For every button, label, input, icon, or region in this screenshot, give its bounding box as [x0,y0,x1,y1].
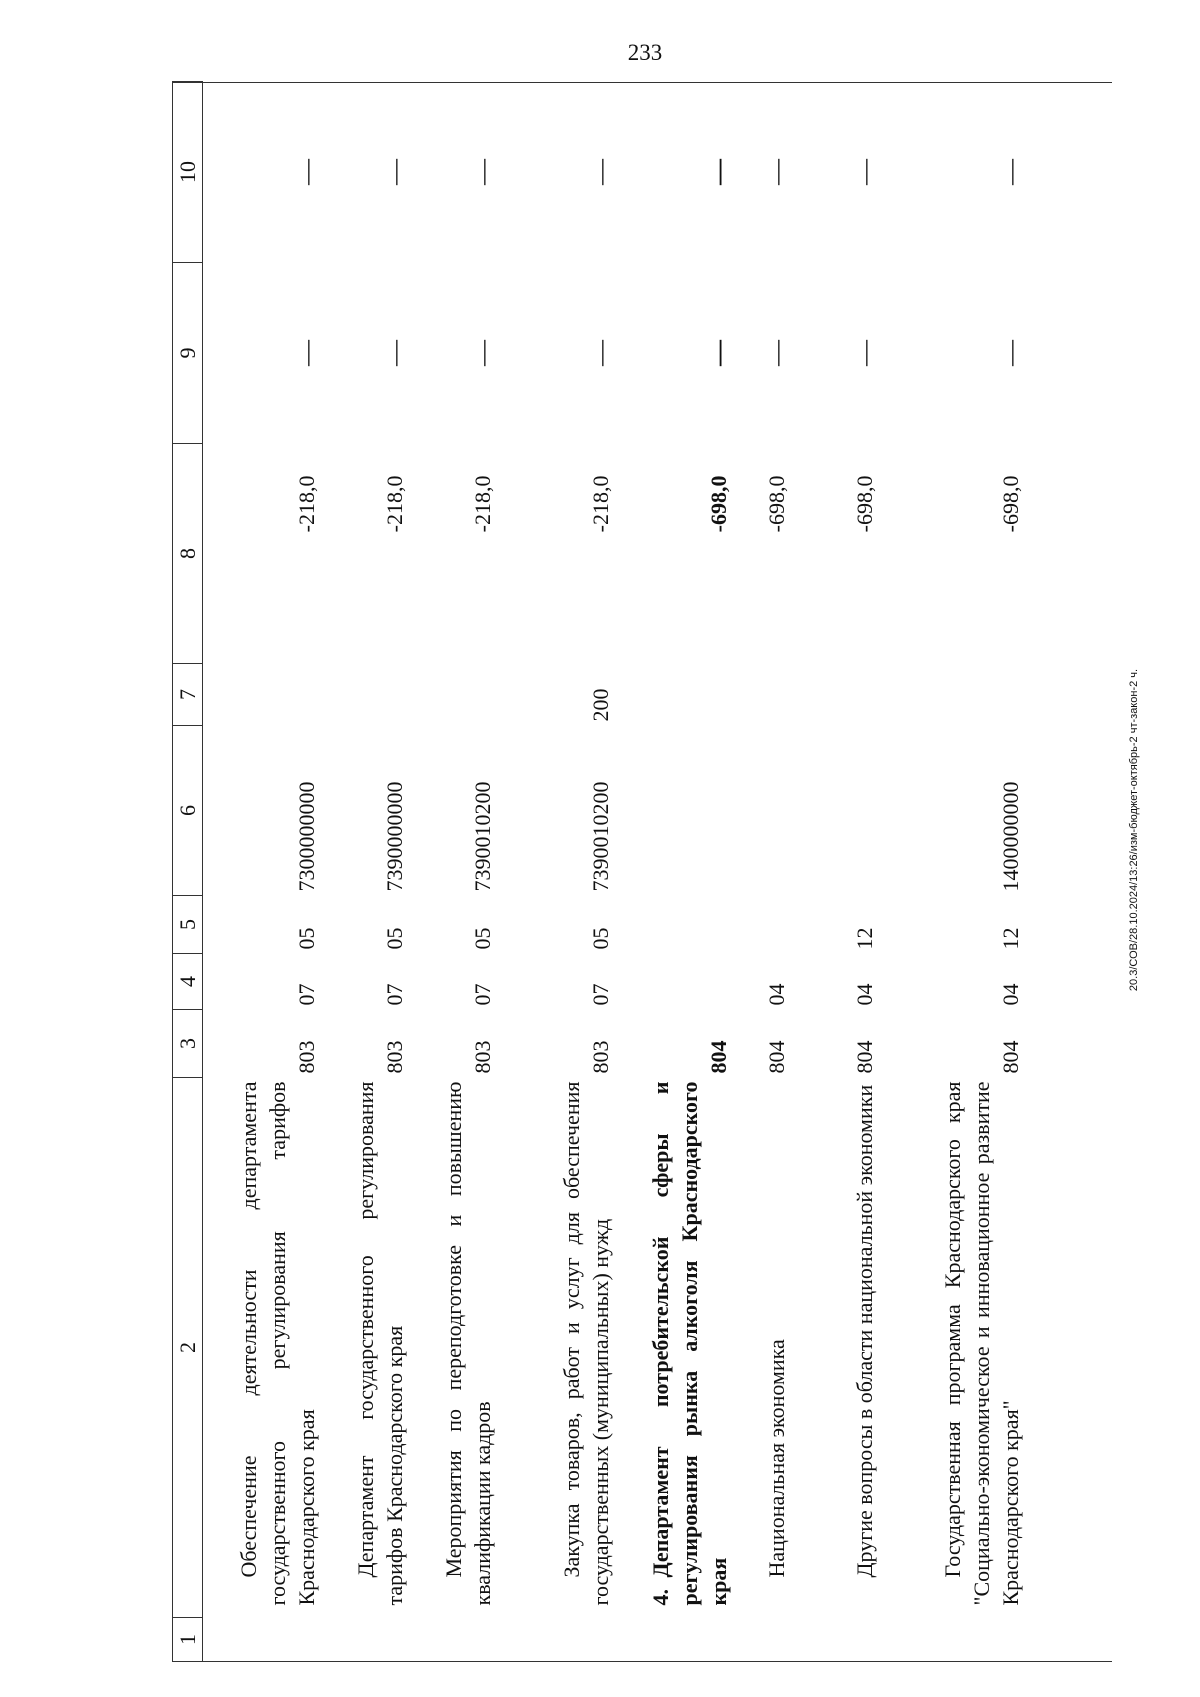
cell-c10: — [379,159,409,185]
header-cell: 10 [173,82,203,263]
cell-c7 [203,664,321,726]
cell-c3: 804 [997,1040,1023,1074]
cell-c5: 05 [469,927,495,950]
row-name: Департамент государственного регулирования тарифов Краснодарского края [352,1081,407,1606]
cell-c4: 07 [381,983,407,1006]
cell-c5: 12 [851,927,877,950]
cell-c5: 05 [293,927,319,950]
cell-c4: 04 [851,983,877,1006]
header-row [173,82,203,1662]
cell-c8: -218,0 [293,475,319,533]
cell-c9: — [379,340,409,366]
cell-c3: 803 [587,1040,613,1074]
cell-c10: — [995,159,1025,185]
budget-table [172,82,1112,1662]
footer [1120,80,1148,1580]
header-cell: 7 [173,664,203,726]
row-name: Государственная программа Краснодарского края "Социально-экономическое и инновационное развитие Краснодарского края" [939,1081,1023,1606]
row-name: Мероприятия по переподготовке и повышению квалификации кадров [440,1081,495,1606]
table-row [733,82,791,1662]
header-cell: 3 [173,1010,203,1078]
cell-c7 [615,664,733,726]
header-cell: 9 [173,263,203,444]
table-row [203,82,321,1662]
cell-c7 [879,664,1025,726]
cell-c7 [321,664,409,726]
cell-c10: — [703,159,733,185]
cell-c9: — [467,340,497,366]
cell-c4: 04 [997,983,1023,1006]
table-row [879,82,1025,1662]
cell-c3: 803 [381,1040,407,1074]
cell-c5: 05 [587,927,613,950]
table-row [321,82,409,1662]
cell-c4: 07 [587,983,613,1006]
cell-c6 [791,726,879,896]
table-row [791,82,879,1662]
row-name: Другие вопросы в области национальной экономики [851,1084,877,1578]
cell-c9: — [585,340,615,366]
header-cell: 8 [173,444,203,664]
cell-c9: — [995,340,1025,366]
cell-c10: — [849,159,879,185]
cell-c8: -698,0 [997,475,1023,533]
table-row [409,82,497,1662]
cell-c8: -218,0 [587,475,613,533]
cell-c4: 07 [293,983,319,1006]
cell-c6 [615,726,733,896]
header-cell: 1 [173,1618,203,1662]
cell-c8: -218,0 [381,475,407,533]
row-name: Национальная экономика [763,1339,789,1578]
cell-c10: — [291,159,321,185]
cell-c6: 7390000000 [381,781,407,892]
cell-c6: 7390010200 [587,781,613,892]
cell-c3: 803 [469,1040,495,1074]
cell-c3: 804 [705,1040,731,1074]
cell-c9: — [291,340,321,366]
cell-c7 [409,664,497,726]
header-cell: 5 [173,896,203,954]
header-cell: 6 [173,726,203,896]
page-number: 233 [627,40,663,65]
cell-c8: -698,0 [705,475,731,533]
cell-c9: — [761,340,791,366]
cell-c10: — [467,159,497,185]
cell-c9: — [849,340,879,366]
table-row [497,82,615,1662]
cell-c5: 12 [997,927,1023,950]
table-row [615,82,733,1662]
cell-c5 [615,896,733,954]
cell-c4 [615,954,733,1010]
header-cell: 4 [173,954,203,1010]
cell-c6 [733,726,791,896]
header-cell: 2 [173,1078,203,1618]
row-name: Закупка товаров, работ и услуг для обеспечения государственных (муниципальных) нужд [558,1081,613,1606]
cell-c7 [791,664,879,726]
cell-c4: 07 [469,983,495,1006]
cell-c3: 804 [851,1040,877,1074]
cell-c7: 200 [587,688,613,722]
cell-c5 [733,896,791,954]
cell-c3: 803 [293,1040,319,1074]
cell-c7 [733,664,791,726]
cell-c10: — [585,159,615,185]
row-name: 4.Департамент потребительской сферы и регулирования рынка алкоголя Краснодарского края [647,1081,731,1606]
cell-c3: 804 [763,1040,789,1074]
cell-c8: -698,0 [763,475,789,533]
cell-c4: 04 [763,983,789,1006]
cell-c6: 7390010200 [469,781,495,892]
cell-c9: — [703,340,733,366]
cell-c6: 1400000000 [997,781,1023,892]
cell-c5: 05 [381,927,407,950]
cell-c6: 7300000000 [293,781,319,892]
cell-c8: -218,0 [469,475,495,533]
footer-text: 20.3/СОВ/28.10.2024/13:26/изм-бюджет-октябрь-2 чт-закон-2 ч. [1128,668,1140,992]
row-name: Обеспечение деятельности департамента государственного регулирования тарифов Краснодарского края [235,1081,319,1606]
cell-c8: -698,0 [851,475,877,533]
cell-c10: — [761,159,791,185]
